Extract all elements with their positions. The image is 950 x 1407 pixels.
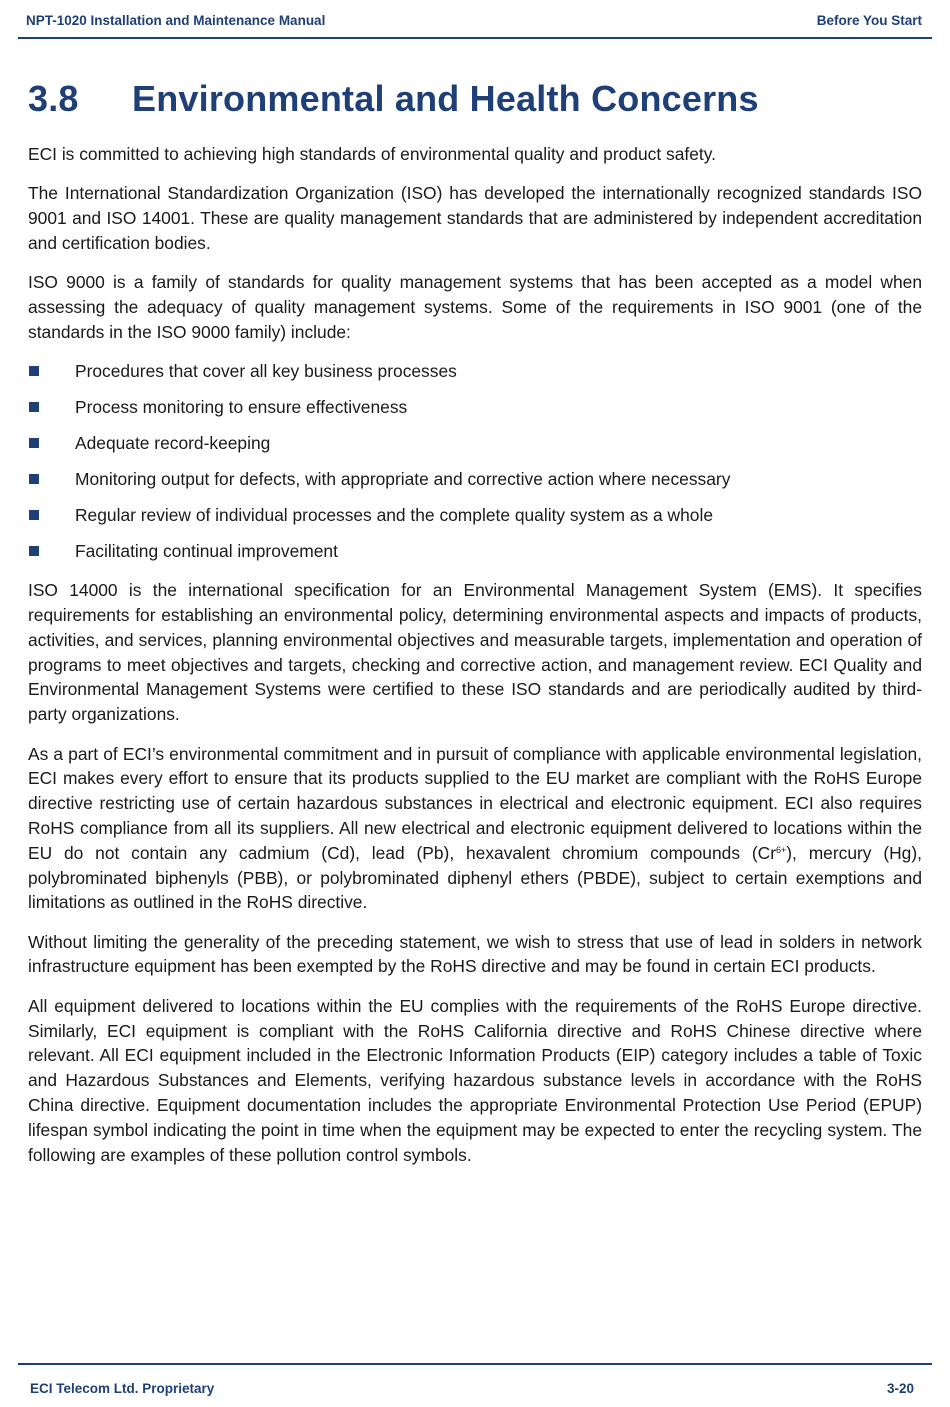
list-item: Process monitoring to ensure effectiveness — [28, 395, 922, 420]
paragraph: All equipment delivered to locations within the EU complies with the requirements of the RoHS Europe directive. Similarly, ECI equipment is compliant with the RoHS California directive and RoHS Chinese directive where relevant. All ECI equipment included in the Electronic Information Products (EIP) category includes a table of Toxic and Hazardous Substances and Elements, verifying hazardous substance levels in accordance with the RoHS China directive. Equipment documentation includes the appropriate Environmental Protection Use Period (EPUP) lifespan symbol indicating the point in time when the equipment may be expected to enter the recycling system. The following are examples of these pollution control symbols. — [28, 995, 922, 1165]
superscript: 6+ — [775, 844, 787, 855]
section-number: 3.8 — [28, 78, 79, 119]
page-number: 3-20 — [886, 1381, 914, 1396]
square-bullet-icon — [29, 366, 39, 376]
rohs-paragraph: As a part of ECI’s environmental commitment and in pursuit of compliance with applicable environmental legislation, ECI makes every effort to ensure that its products supplied to the EU market are compliant with the RoHS Europe directive restricting use of certain hazardous substances in electrical and electronic equipment. ECI also requires RoHS compliance from all its suppliers. All new electrical and electronic equipment delivered to locations within the EU do not contain any cadmium (Cd), lead (Pb), hexavalent chromium compounds $(Cr^{6+})$, mercury (Hg), polybrominated biphenyls (PBB), or polybrominated diphenyl ethers (PBDE), subject to certain exemptions and limitations as outlined in the RoHS directive. — [28, 743, 922, 913]
page-body — [28, 142, 922, 1182]
requirements-list — [28, 359, 922, 564]
paragraph: ISO 9000 is a family of standards for quality management systems that has been accepted as a model when assessing the adequacy of quality management systems. Some of the requirements in ISO 9001 (one of the standards in the ISO 9000 family) include: — [28, 272, 922, 342]
list-item: Regular review of individual processes and the complete quality system as a whole — [28, 503, 922, 528]
list-item: Facilitating continual improvement — [28, 539, 922, 564]
paragraph: ISO 14000 is the international specification for an Environmental Management System (EMS). It specifies requirements for establishing an environmental policy, determining environmental aspects and impacts of products, activities, and services, planning environmental objectives and measurable targets, implementation and operation of programs to meet objectives and targets, checking and corrective action, and management review. ECI Quality and Environmental Management Systems were certified to these ISO standards and are periodically audited by third-party organizations. — [28, 580, 922, 725]
list-item: Procedures that cover all key business processes — [28, 359, 922, 384]
square-bullet-icon — [29, 510, 39, 520]
paragraph: ECI is committed to achieving high standards of environmental quality and product safety. — [28, 144, 716, 164]
square-bullet-icon — [29, 474, 39, 484]
paragraph: The International Standardization Organization (ISO) has developed the internationally recognized standards ISO 9001 and ISO 14001. These are quality management standards that are administered by independent accreditation and certification bodies. — [28, 183, 922, 253]
section-heading — [28, 78, 759, 120]
header-doc-title: NPT-1020 Installation and Maintenance Manual — [26, 13, 326, 28]
footer-proprietary: ECI Telecom Ltd. Proprietary — [30, 1381, 215, 1396]
square-bullet-icon — [29, 438, 39, 448]
list-item: Monitoring output for defects, with appropriate and corrective action where necessary — [28, 467, 922, 492]
footer-rule — [18, 1363, 932, 1365]
page-header — [18, 11, 922, 33]
square-bullet-icon — [29, 402, 39, 412]
header-chapter: Before You Start — [816, 13, 922, 28]
paragraph: Without limiting the generality of the preceding statement, we wish to stress that use of lead in solders in network infrastructure equipment has been exempted by the RoHS directive and may be found in certain ECI products. — [28, 931, 922, 977]
header-rule — [18, 37, 932, 39]
section-title: Environmental and Health Concerns — [132, 78, 759, 119]
square-bullet-icon — [29, 546, 39, 556]
list-item: Adequate record-keeping — [28, 431, 922, 456]
